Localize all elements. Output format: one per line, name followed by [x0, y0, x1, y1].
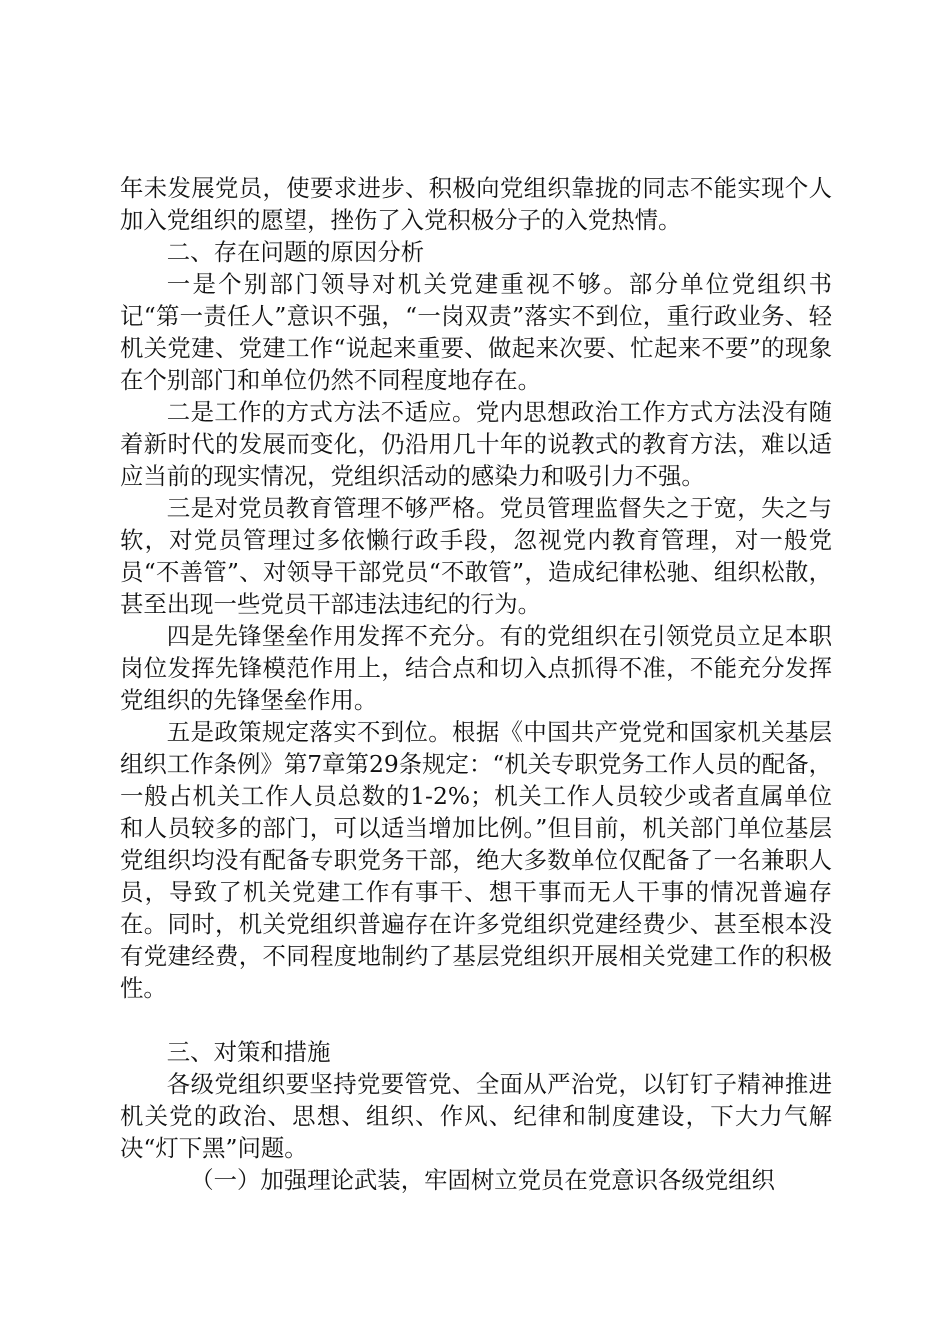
paragraph-spacer [120, 1004, 832, 1036]
paragraph-measures-intro: 各级党组织要坚持党要管党、全面从严治党，以钉钉子精神推进机关党的政治、思想、组织、作风、纪律和制度建设，下大力气解决“灯下黑”问题。 [120, 1070, 832, 1162]
document-page [120, 172, 832, 1196]
paragraph-cause-five: 五是政策规定落实不到位。根据《中国共产党党和国家机关基层组织工作条例》第7章第29条规定：“机关专职党务工作人员的配备，一般占机关工作人员总数的1-2%；机关工作人员较少或者直属单位和人员较多的部门，可以适当增加比例。”但目前，机关部门单位基层党组织均没有配备专职党务干部，绝大多数单位仅配备了一名兼职人员，导致了机关党建工作有事干、想干事而无人干事的情况普遍存在。同时，机关党组织普遍存在许多党组织党建经费少、甚至根本没有党建经费，不同程度地制约了基层党组织开展相关党建工作的积极性。 [120, 718, 832, 1002]
paragraph-cause-one: 一是个别部门领导对机关党建重视不够。部分单位党组织书记“第一责任人”意识不强，“一岗双责”落实不到位，重行政业务、轻机关党建、党建工作“说起来重要、做起来次要、忙起来不要”的现象在个别部门和单位仍然不同程度地存在。 [120, 270, 832, 394]
paragraph-cause-four: 四是先锋堡垒作用发挥不充分。有的党组织在引领党员立足本职岗位发挥先锋模范作用上，结合点和切入点抓得不准，不能充分发挥党组织的先锋堡垒作用。 [120, 622, 832, 714]
section-heading-causes: 二、存在问题的原因分析 [166, 238, 425, 266]
section-heading-measures: 三、对策和措施 [166, 1038, 331, 1066]
paragraph-measure-one: （一）加强理论武装，牢固树立党员在党意识各级党组织 [190, 1166, 775, 1194]
paragraph-cause-three: 三是对党员教育管理不够严格。党员管理监督失之于宽，失之与软，对党员管理过多依懒行政手段，忽视党内教育管理，对一般党员“不善管”、对领导干部党员“不敢管”，造成纪律松驰、组织松散，甚至出现一些党员干部违法违纪的行为。 [120, 494, 832, 618]
paragraph-cause-two: 二是工作的方式方法不适应。党内思想政治工作方式方法没有随着新时代的发展而变化，仍沿用几十年的说教式的教育方法，难以适应当前的现实情况，党组织活动的感染力和吸引力不强。 [120, 398, 832, 490]
paragraph-continuation: 年未发展党员，使要求进步、积极向党组织靠拢的同志不能实现个人加入党组织的愿望，挫伤了入党积极分子的入党热情。 [120, 174, 832, 234]
